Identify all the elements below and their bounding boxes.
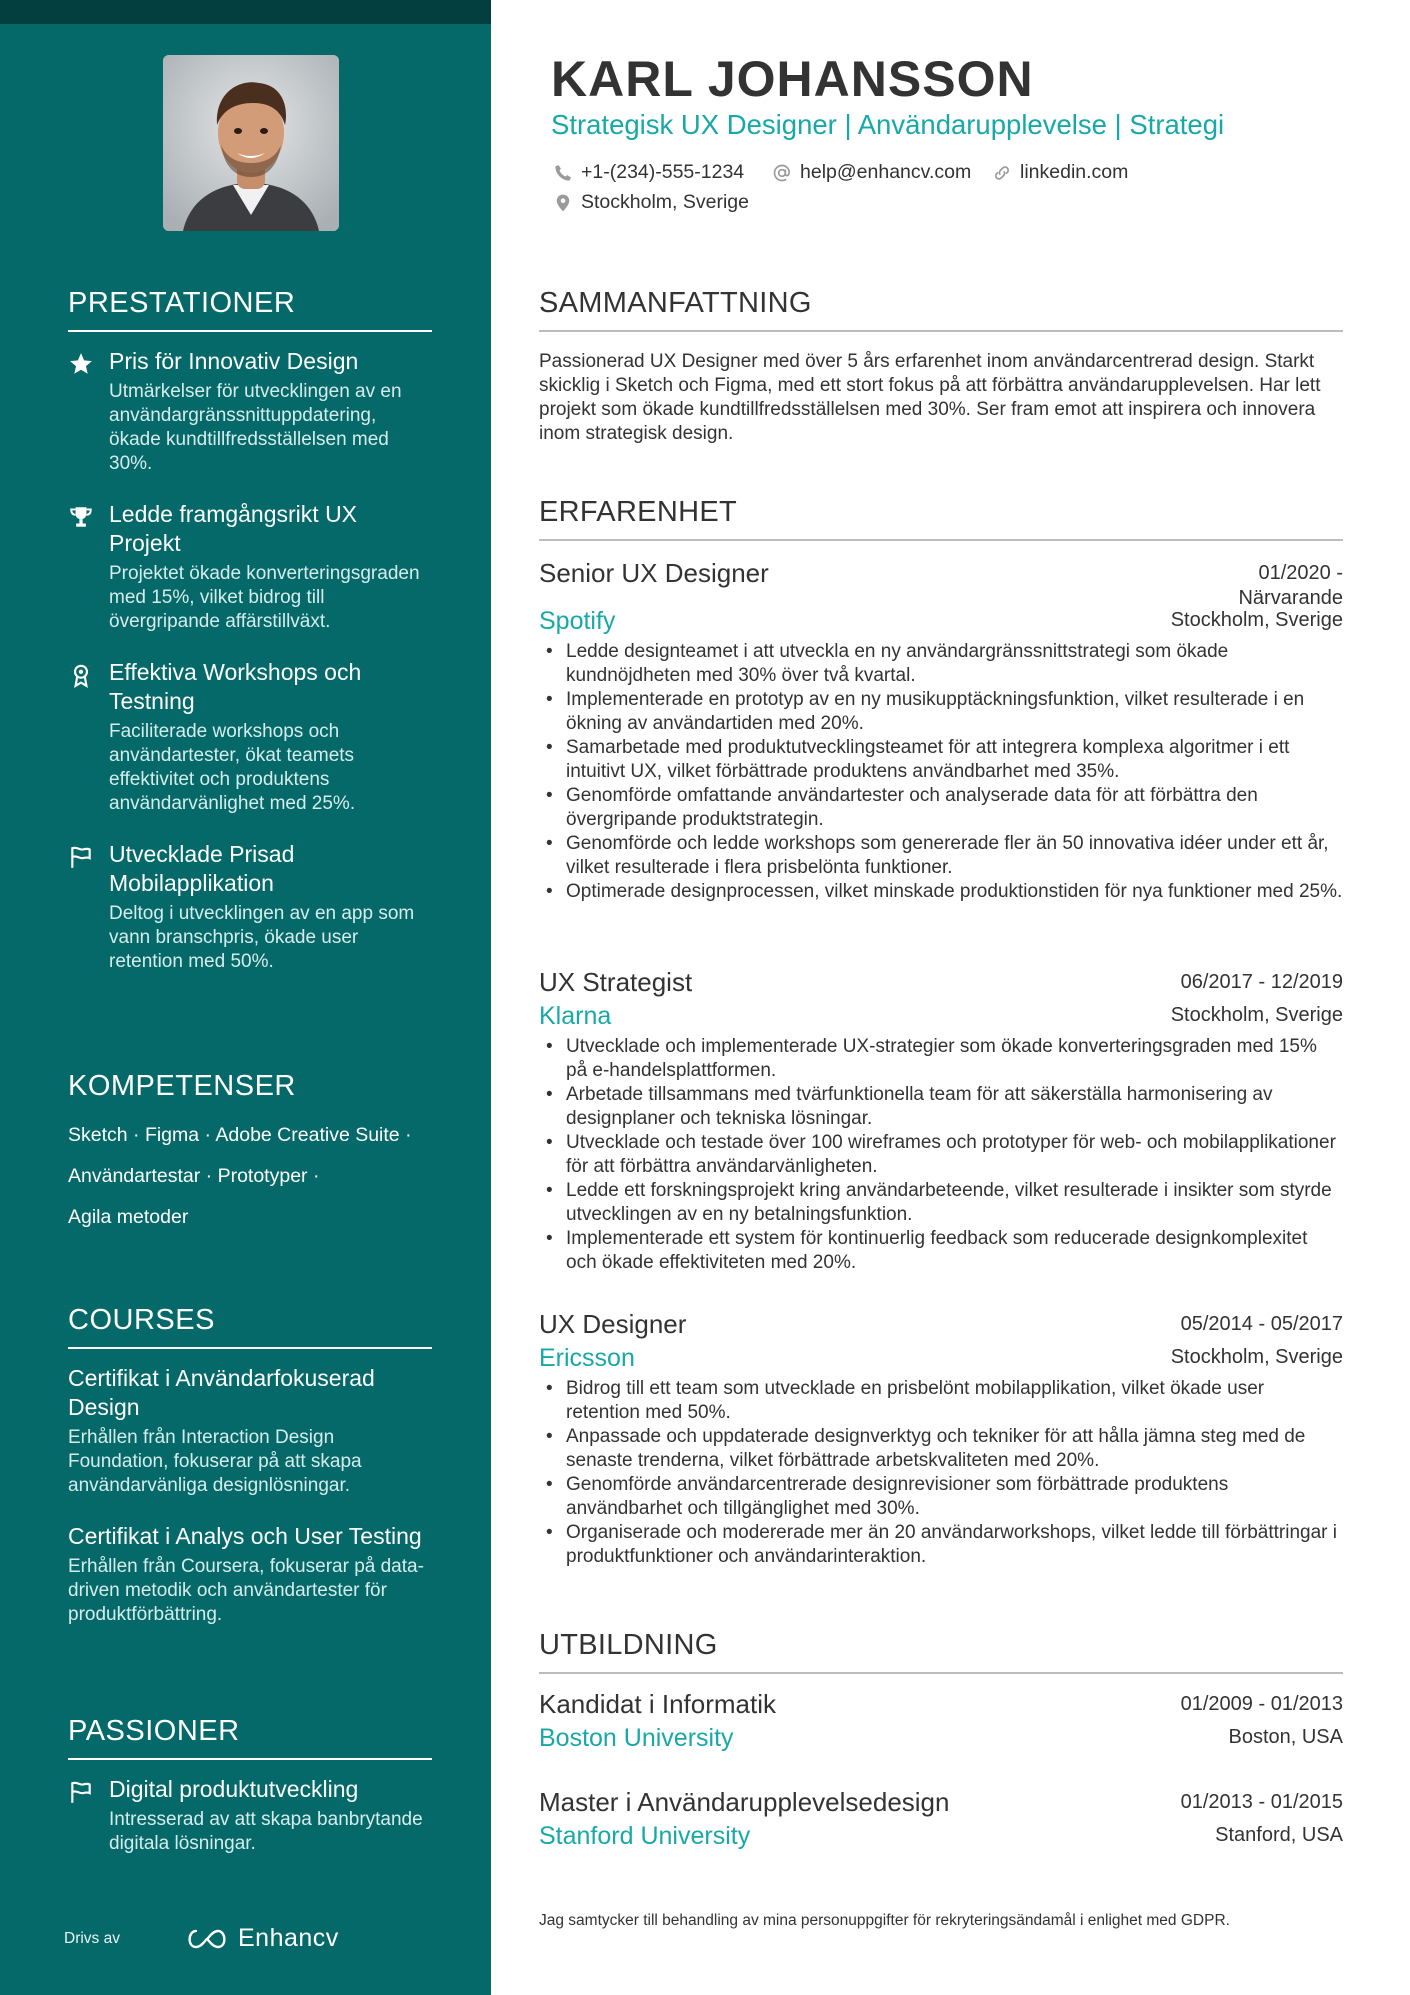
job-dates: 05/2014 - 05/2017: [1180, 1313, 1343, 1335]
achievement-title: Utvecklade Prisad Mobilapplikation: [109, 841, 295, 896]
contact-phone[interactable]: [553, 161, 744, 184]
job-location: Stockholm, Sverige: [1170, 1004, 1343, 1026]
job-title: UX Strategist: [539, 967, 693, 997]
achievement-item: [68, 840, 432, 974]
link-icon: [992, 163, 1012, 183]
education-location: Stanford, USA: [1215, 1824, 1343, 1846]
degree-title: Kandidat i Informatik: [539, 1689, 777, 1719]
job-bullet: • Anpassade och uppdaterade designverktyg och tekniker för att hålla jämna steg med de senaste trenderna, vilket förbättrade arbetskvaliteten med 20%.: [539, 1425, 1343, 1473]
summary-text: Passionerad UX Designer med över 5 års erfarenhet inom användarcentrerad design. Starkt skicklig i Sketch och Figma, med ett stort fokus på att förbättra användarupplevelsen. Har lett projekt som ökade kundtillfredsställelsen med 30%. Ser fram emot att inspirera och innovera inom strategisk design.: [539, 351, 1321, 444]
passion-title: Digital produktutveckling: [109, 1776, 359, 1802]
school-name: Boston University: [539, 1724, 734, 1752]
course-item: [68, 1522, 432, 1627]
contact-location: [553, 191, 749, 214]
skills-line: Sketch · Figma · Adobe Creative Suite ·: [68, 1124, 412, 1146]
achievement-item: [68, 500, 432, 634]
education-title: UTBILDNING: [539, 1629, 1343, 1674]
achievement-title: Ledde framgångsrikt UX Projekt: [109, 501, 358, 556]
skills-section: [68, 1070, 432, 1238]
job-bullet: • Ledde designteamet i att utveckla en ny användargränssnittstrategi som ökade kundnöjdheten med 30% över två kvartal.: [539, 640, 1343, 688]
achievement-desc: Projektet ökade konverteringsgraden med 15%, vilket bidrog till övergripande affärstillväxt.: [109, 563, 420, 632]
school-name: Stanford University: [539, 1822, 751, 1850]
achievement-desc: Utmärkelser för utvecklingen av en användargränssnittuppdatering, ökade kundtillfredsställelsen med 30%.: [109, 381, 402, 474]
star-icon: [68, 351, 94, 377]
experience-title: ERFARENHET: [539, 496, 1343, 541]
job-entry: [539, 558, 1343, 904]
email-text: help@enhancv.com: [800, 161, 972, 183]
flag-icon: [68, 1779, 94, 1805]
passion-desc: Intresserad av att skapa banbrytande digitala lösningar.: [109, 1809, 423, 1854]
job-dates: [1238, 561, 1343, 611]
courses-section: [68, 1304, 432, 1627]
company-name: Klarna: [539, 1002, 612, 1030]
job-dates-end: Närvarande: [1238, 587, 1343, 609]
job-bullet: • Samarbetade med produktutvecklingsteamet för att integrera komplexa algoritmer i ett intuitivt UX, vilket förbättrade produktens användbarhet med 35%.: [539, 736, 1343, 784]
job-dates: 06/2017 - 12/2019: [1180, 971, 1343, 993]
job-bullets: [539, 1035, 1343, 1275]
candidate-headline: Strategisk UX Designer | Användarupplevelse | Strategi: [551, 109, 1225, 140]
at-icon: [772, 163, 792, 183]
education-entry: [539, 1787, 1343, 1851]
job-entry: [539, 1309, 1343, 1569]
course-desc: Erhållen från Interaction Design Foundation, fokuserar på att skapa användarvänliga designlösningar.: [68, 1427, 362, 1496]
course-desc: Erhållen från Coursera, fokuserar på data-driven metodik och användartester för produktförbättring.: [68, 1556, 424, 1625]
job-bullet: • Genomförde användarcentrerade designrevisioner som förbättrade produktens användbarhet och tillgänglighet med 30%.: [539, 1473, 1343, 1521]
summary-title: SAMMANFATTNING: [539, 287, 1343, 332]
course-item: [68, 1364, 432, 1498]
job-bullet: • Implementerade en prototyp av en ny musikupptäckningsfunktion, vilket resulterade i en ökning av användartiden med 20%.: [539, 688, 1343, 736]
job-bullet: • Implementerade ett system för kontinuerlig feedback som reducerade designkomplexitet och ökade effektiviteten med 20%.: [539, 1227, 1343, 1275]
job-bullet: • Genomförde omfattande användartester och analyserade data för att förbättra den övergripande produktstrategin.: [539, 784, 1343, 832]
achievement-item: [68, 347, 432, 476]
achievements-title: PRESTATIONER: [68, 287, 432, 332]
passions-section: [68, 1715, 432, 1856]
job-bullet: • Genomförde och ledde workshops som genererade fler än 50 innovativa idéer under ett år, vilket resulterade i flera prisbelönta funktioner.: [539, 832, 1343, 880]
education-entry: [539, 1689, 1343, 1753]
skills-list: [68, 1115, 432, 1238]
contact-website[interactable]: [992, 161, 1128, 184]
achievement-item: [68, 658, 432, 816]
achievement-title: Pris för Innovativ Design: [109, 348, 359, 374]
job-bullets: [539, 640, 1343, 904]
skills-line: Agila metoder: [68, 1206, 189, 1228]
sidebar: [0, 0, 491, 1995]
course-title: Certifikat i Användarfokuserad Design: [68, 1365, 375, 1420]
company-name: Spotify: [539, 607, 616, 635]
job-title: Senior UX Designer: [539, 558, 769, 588]
job-bullet: • Utvecklade och testade över 100 wireframes och prototyper för web- och mobilapplikationer för att förbättra användarvänligheten.: [539, 1131, 1343, 1179]
phone-icon: [553, 163, 573, 183]
contact-email[interactable]: [772, 161, 971, 184]
achievement-title: Effektiva Workshops och Testning: [109, 659, 362, 714]
education-location: Boston, USA: [1228, 1726, 1343, 1748]
job-bullet: • Utvecklade och implementerade UX-strategier som ökade konverteringsgraden med 15% på e-handelsplattformen.: [539, 1035, 1343, 1083]
website-text: linkedin.com: [1020, 161, 1129, 183]
job-entry: [539, 967, 1343, 1275]
skills-line: Användartestar · Prototyper ·: [68, 1165, 320, 1187]
job-location: Stockholm, Sverige: [1170, 609, 1343, 631]
job-bullet: • Ledde ett forskningsprojekt kring användarbeteende, vilket resulterade i insikter som styrde utvecklingen av en ny betalningsfunktion.: [539, 1179, 1343, 1227]
achievement-desc: Deltog i utvecklingen av en app som vann branschpris, ökade user retention med 50%.: [109, 903, 415, 972]
profile-photo: [163, 55, 339, 231]
job-bullet: • Optimerade designprocessen, vilket minskade produktionstiden för nya funktioner med 25%.: [539, 880, 1343, 904]
job-bullet: • Organiserade och modererade mer än 20 användarworkshops, vilket ledde till förbättringar i produktfunktioner och användarinteraktion.: [539, 1521, 1343, 1569]
courses-title: COURSES: [68, 1304, 432, 1349]
location-pin-icon: [553, 193, 573, 213]
job-bullet: • Arbetade tillsammans med tvärfunktionella team för att säkerställa harmonisering av designplaner och tekniska lösningar.: [539, 1083, 1343, 1131]
company-name: Ericsson: [539, 1344, 635, 1372]
flag-icon: [68, 844, 94, 870]
brand-logo[interactable]: [184, 1924, 339, 1953]
trophy-icon: [68, 504, 94, 530]
infinity-logo-icon: [184, 1927, 230, 1951]
candidate-name: KARL JOHANSSON: [551, 51, 1034, 107]
brand-name: Enhancv: [238, 1924, 339, 1952]
location-text: Stockholm, Sverige: [581, 191, 749, 213]
job-location: Stockholm, Sverige: [1170, 1346, 1343, 1368]
phone-text: +1-(234)-555-1234: [581, 161, 745, 183]
achievements-section: [68, 287, 432, 974]
gdpr-consent: Jag samtycker till behandling av mina personuppgifter för rekryteringsändamål i enlighet med GDPR.: [539, 1912, 1230, 1929]
passion-item: [68, 1775, 432, 1856]
education-dates: 01/2009 - 01/2013: [1180, 1693, 1343, 1715]
education-dates: 01/2013 - 01/2015: [1180, 1791, 1343, 1813]
passions-title: PASSIONER: [68, 1715, 432, 1760]
skills-title: KOMPETENSER: [68, 1070, 296, 1102]
job-dates-start: 01/2020 -: [1258, 562, 1343, 584]
powered-by-label: Drivs av: [64, 1930, 120, 1947]
sidebar-top-band: [0, 0, 491, 24]
degree-title: Master i Användarupplevelsedesign: [539, 1787, 950, 1817]
avatar-illustration: [163, 55, 339, 231]
award-icon: [68, 662, 94, 688]
job-title: UX Designer: [539, 1309, 687, 1339]
course-title: Certifikat i Analys och User Testing: [68, 1523, 422, 1549]
job-bullet: • Bidrog till ett team som utvecklade en prisbelönt mobilapplikation, vilket ökade user retention med 50%.: [539, 1377, 1343, 1425]
job-bullets: [539, 1377, 1343, 1569]
achievement-desc: Faciliterade workshops och användartester, ökat teamets effektivitet och produktens användarvänlighet med 25%.: [109, 721, 356, 814]
